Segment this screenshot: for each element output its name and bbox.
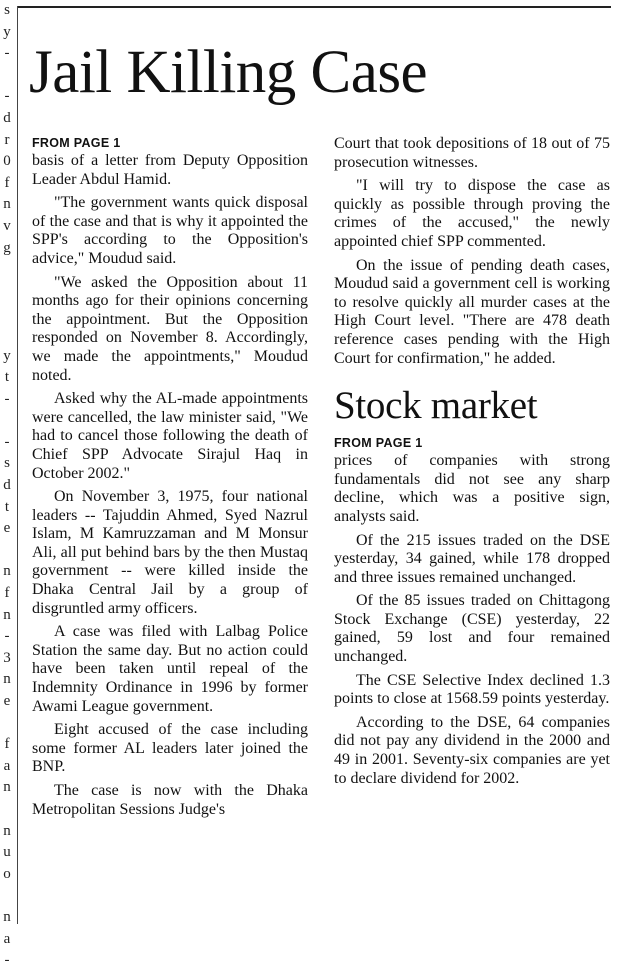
article-jail-killing-body-right [334,135,610,368]
gutter-char: d [3,477,11,494]
paragraph: "We asked the Opposition about 11 months ago for their opinions concerning the appointment. But the Opposition responded on November 8. Accordingly, we made the appointments," Moudud noted. [32,273,308,384]
headline-jail-killing-case: Jail Killing Case [29,39,428,106]
gutter-char: - [4,88,10,105]
paragraph: A case was filed with Lalbag Police Station the same day. But no action could have been taken until repeal of the Indemnity Ordinance in 1996 by former Awami League government. [32,623,308,715]
gutter-char: e [3,520,11,537]
gutter-char: d [3,109,11,126]
gutter-char: f [4,174,10,191]
paragraph: Of the 85 issues traded on Chittagong Stock Exchange (CSE) yesterday, 22 gained, 59 lost and four remained unchanged. [334,592,610,666]
gutter-char: n [3,908,11,925]
gutter-char: - [4,433,10,450]
gutter-char [0,324,14,346]
jump-line-jail-killing: FROM PAGE 1 [32,136,121,150]
gutter-char [0,540,14,562]
gutter-char: - [4,628,10,645]
top-rule [18,6,611,8]
paragraph: Asked why the AL-made appointments were cancelled, the law minister said, "We had to cancel those following the death of Chief SPP Advocate Sirajul Haq in October 2002." [32,390,308,482]
gutter-char [0,281,14,303]
paragraph: "The government wants quick disposal of the case and that is why it appointed the SPP's according to the Opposition's advice," Moudud said. [32,194,308,267]
gutter-char: - [4,952,10,969]
paragraph: On the issue of pending death cases, Moudud said a government cell is working to resolve quickly all murder cases at the High Court level. "There are 478 death reference cases pending with the High Court for confirmation," he added. [334,256,610,367]
gutter-char [0,259,14,281]
column-rule-left [17,6,18,924]
paragraph: On November 3, 1975, four national leaders -- Tajuddin Ahmed, Syed Nazrul Islam, M Kamruzzaman and M Monsur Ali, all put behind bars by the then Mustaq government -- were killed inside the Dhaka Central Jail by a group of disgruntled army officers. [32,488,308,617]
gutter-char: - [4,390,10,407]
gutter-char: - [4,45,10,62]
paragraph: The CSE Selective Index declined 1.3 points to close at 1568.59 points yesterday. [334,671,610,708]
gutter-char: r [4,131,10,148]
gutter-char: u [3,844,11,861]
paragraph: "I will try to dispose the case as quickly as possible through proving the crimes of the accused," the newly appointed chief SPP commented. [334,177,610,250]
gutter-char [0,410,14,432]
gutter-char: a [3,757,11,774]
paragraph: prices of companies with strong fundamentals did not see any sharp decline, which was a positive sign, analysts said. [334,452,610,525]
article-jail-killing-body-left [32,152,308,819]
paragraph: Of the 215 issues traded on the DSE yesterday, 34 gained, while 178 dropped and three issues remained unchanged. [334,531,610,586]
gutter-char: s [4,2,10,18]
gutter-char: t [4,498,10,515]
article-stock-market-body [334,452,610,788]
article-right-column [334,135,610,793]
gutter-char: g [3,239,11,256]
gutter-char: t [4,369,10,386]
gutter-char: f [4,736,10,753]
gutter-char [0,799,14,821]
gutter-char: 3 [3,649,11,666]
gutter-char: 0 [3,153,11,170]
paragraph: basis of a letter from Deputy Opposition Leader Abdul Hamid. [32,152,308,188]
paragraph: The case is now with the Dhaka Metropolitan Sessions Judge's [32,782,308,818]
gutter-char: n [3,563,11,580]
gutter-char: a [3,930,11,947]
gutter-char: v [3,217,11,234]
adjacent-column-fragment [0,0,14,972]
gutter-char: n [3,606,11,623]
gutter-char [0,65,14,87]
gutter-char: o [3,865,11,882]
gutter-char: y [3,347,11,364]
paragraph: Eight accused of the case including some former AL leaders later joined the BNP. [32,721,308,776]
paragraph: Court that took depositions of 18 out of 75 prosecution witnesses. [334,135,610,171]
gutter-char: n [3,196,11,213]
gutter-char: y [3,23,11,40]
jump-line-stock-market: FROM PAGE 1 [334,436,423,451]
gutter-char: f [4,585,10,602]
gutter-char: e [3,693,11,709]
gutter-char: n [3,822,11,839]
gutter-char [0,302,14,324]
gutter-char [0,885,14,907]
gutter-char: n [3,671,11,688]
article-jail-killing-left-column [32,135,308,824]
gutter-char: n [3,779,11,796]
gutter-char [0,713,14,735]
headline-stock-market: Stock market [334,384,538,428]
paragraph: According to the DSE, 64 companies did not pay any dividend in the 2000 and 49 in 2001. Seventy-six companies are yet to declare dividend for 2002. [334,713,610,787]
gutter-char: s [4,455,10,472]
